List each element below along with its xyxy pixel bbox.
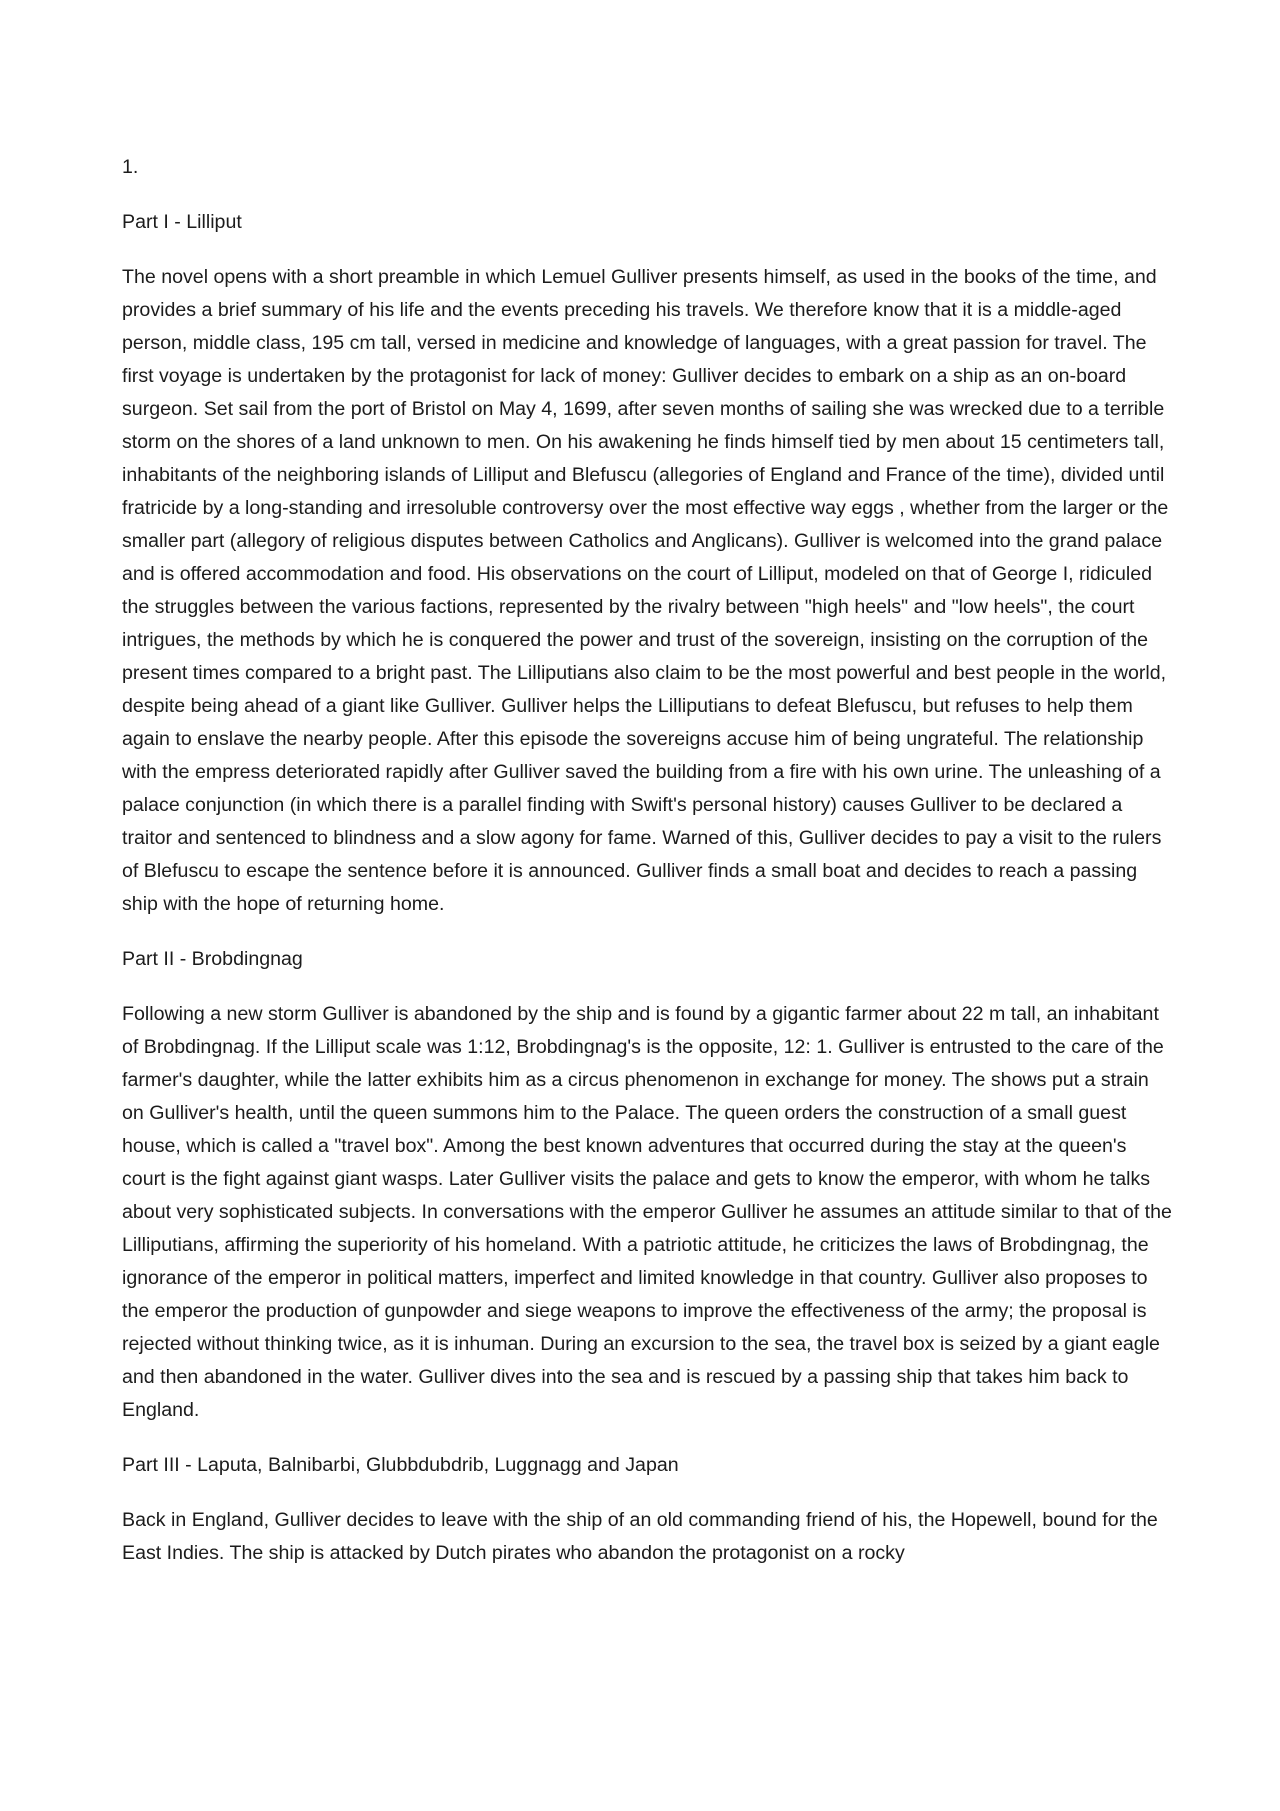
section-number: 1.: [122, 156, 139, 178]
paragraph-part-2: Following a new storm Gulliver is abandoned by the ship and is found by a gigantic farmer about 22 m tall, an inhabitant of Brobdingnag. If the Lilliput scale was 1:12, Brobdingnag's is the opposite, 12: 1. Gulliver is entrusted to the care of the farmer's daughter, while the latter exhibits him as a circus phenomenon in exchange for money. The shows put a strain on Gulliver's health, until the queen summons him to the Palace. The queen orders the construction of a small guest house, which is called a "travel box". Among the best known adventures that occurred during the stay at the queen's court is the fight against giant wasps. Later Gulliver visits the palace and gets to know the emperor, with whom he talks about very sophisticated subjects. In conversations with the emperor Gulliver he assumes an attitude similar to that of the Lilliputians, affirming the superiority of his homeland. With a patriotic attitude, he criticizes the laws of Brobdingnag, the ignorance of the emperor in political matters, imperfect and limited knowledge in that country. Gulliver also proposes to the emperor the production of gunpowder and siege weapons to improve the effectiveness of the army; the proposal is rejected without thinking twice, as it is inhuman. During an excursion to the sea, the travel box is seized by a giant eagle and then abandoned in the water. Gulliver dives into the sea and is rescued by a passing ship that takes him back to England.: [122, 1003, 1172, 1421]
paragraph-part-1: The novel opens with a short preamble in which Lemuel Gulliver presents himself, as used in the books of the time, and provides a brief summary of his life and the events preceding his travels. We therefore know that it is a middle-aged person, middle class, 195 cm tall, versed in medicine and knowledge of languages, with a great passion for travel. The first voyage is undertaken by the protagonist for lack of money: Gulliver decides to embark on a ship as an on-board surgeon. Set sail from the port of Bristol on May 4, 1699, after seven months of sailing she was wrecked due to a terrible storm on the shores of a land unknown to men. On his awakening he finds himself tied by men about 15 centimeters tall, inhabitants of the neighboring islands of Lilliput and Blefuscu (allegories of England and France of the time), divided until fratricide by a long-standing and irresoluble controversy over the most effective way eggs , whether from the larger or the smaller part (allegory of religious disputes between Catholics and Anglicans). Gulliver is welcomed into the grand palace and is offered accommodation and food. His observations on the court of Lilliput, modeled on that of George I, ridiculed the struggles between the various factions, represented by the rivalry between "high heels" and "low heels", the court intrigues, the methods by which he is conquered the power and trust of the sovereign, insisting on the corruption of the present times compared to a bright past. The Lilliputians also claim to be the most powerful and best people in the world, despite being ahead of a giant like Gulliver. Gulliver helps the Lilliputians to defeat Blefuscu, but refuses to help them again to enslave the nearby people. After this episode the sovereigns accuse him of being ungrateful. The relationship with the empress deteriorated rapidly after Gulliver saved the building from a fire with his own urine. The unleashing of a palace conjunction (in which there is a parallel finding with Swift's personal history) causes Gulliver to be declared a traitor and sentenced to blindness and a slow agony for fame. Warned of this, Gulliver decides to pay a visit to the rulers of Blefuscu to escape the sentence before it is announced. Gulliver finds a small boat and decides to reach a passing ship with the hope of returning home.: [122, 266, 1169, 915]
paragraph-part-3: Back in England, Gulliver decides to leave with the ship of an old commanding friend of his, the Hopewell, bound for the East Indies. The ship is attacked by Dutch pirates who abandon the protagonist on a rocky: [122, 1509, 1158, 1564]
heading-part-1: Part I - Lilliput: [122, 211, 242, 233]
heading-part-2: Part II - Brobdingnag: [122, 948, 303, 970]
document-body: [122, 151, 1172, 1592]
heading-part-3: Part III - Laputa, Balnibarbi, Glubbdubdrib, Luggnagg and Japan: [122, 1454, 679, 1476]
